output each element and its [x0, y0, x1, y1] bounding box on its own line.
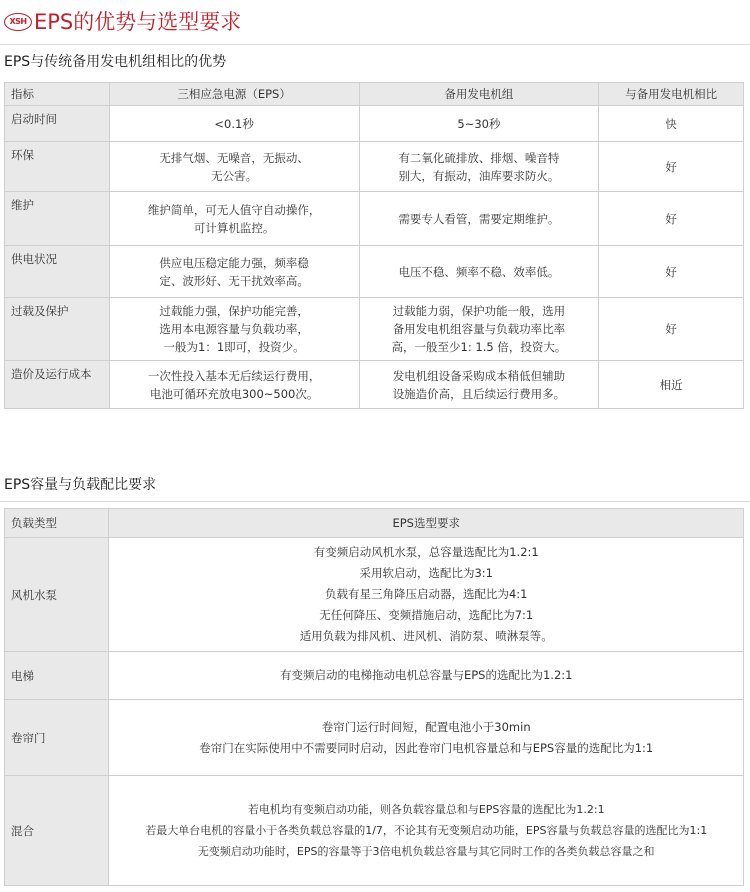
compare-cell: 快	[599, 106, 744, 142]
cell-line: 采用软启动，选配比为3:1	[359, 566, 493, 580]
cell-line: 定、波形好、无干扰效率高。	[159, 273, 309, 288]
cell-line: 5~30秒	[457, 116, 501, 131]
row-label: 混合	[5, 776, 109, 886]
cell-line: 适用负载为排风机、进风机、消防泵、喷淋泵等。	[299, 629, 553, 643]
eps-cell	[109, 298, 359, 361]
table-row	[5, 538, 744, 652]
requirement-cell	[109, 652, 744, 700]
page-header	[0, 8, 750, 38]
compare-cell: 好	[599, 298, 744, 361]
row-label: 供电状况	[5, 246, 110, 298]
cell-line: 电池可循环充放电300~500次。	[149, 386, 319, 401]
eps-cell	[109, 142, 359, 192]
table-header-row	[5, 83, 744, 106]
compare-cell: 好	[599, 246, 744, 298]
col-header-compare: 与备用发电机相比	[599, 83, 744, 106]
row-label: 环保	[5, 142, 110, 192]
cell-line: 可计算机监控。	[193, 220, 275, 235]
cell-line: 有变频启动风机水泵，总容量选配比为1.2:1	[313, 545, 539, 559]
cell-line: 卷帘门在实际使用中不需要同时启动，因此卷帘门电机容量总和与EPS容量的选配比为1:1	[199, 740, 654, 755]
row-label: 过载及保护	[5, 298, 110, 361]
table-row	[5, 192, 744, 246]
brand-logo: XSH	[4, 13, 32, 31]
cell-line: 维护简单，可无人值守自动操作，	[147, 202, 321, 217]
compare-cell: 好	[599, 142, 744, 192]
cell-line: 别大，有振动，油库要求防火。	[398, 168, 560, 183]
row-label: 维护	[5, 192, 110, 246]
table-row	[5, 106, 744, 142]
load-ratio-table	[4, 508, 744, 886]
col-header-eps-requirement: EPS选型要求	[109, 509, 744, 538]
row-label: 电梯	[5, 652, 109, 700]
section2-divider	[0, 501, 750, 502]
row-label: 卷帘门	[5, 700, 109, 776]
generator-cell	[359, 246, 599, 298]
section2-title: EPS容量与负载配比要求	[4, 477, 157, 493]
cell-line: 若最大单台电机的容量小于各类负载总容量的1/7，不论其有无变频启动功能，EPS容量与负载总容量的选配比为1:1	[145, 824, 708, 837]
cell-line: 无排气烟、无噪音，无振动、	[159, 150, 309, 165]
cell-line: 电压不稳、频率不稳、效率低。	[398, 264, 560, 279]
table-row	[5, 652, 744, 700]
page-title: EPS的优势与选型要求	[34, 10, 242, 34]
requirement-cell	[109, 538, 744, 652]
requirement-cell	[109, 700, 744, 776]
generator-cell	[359, 298, 599, 361]
row-label: 启动时间	[5, 106, 110, 142]
cell-line: 选用本电源容量与负载功率，	[159, 322, 309, 336]
compare-cell: 相近	[599, 361, 744, 409]
cell-line: 有变频启动的电梯拖动电机总容量与EPS的选配比为1.2:1	[279, 668, 573, 682]
cell-line: 有二氧化硫排放、排烟、噪音特	[398, 150, 560, 165]
cell-line: 若电机均有变频启动功能，则各负载容量总和与EPS容量的选配比为1.2:1	[247, 803, 605, 816]
generator-cell	[359, 106, 599, 142]
requirement-cell	[109, 776, 744, 886]
row-label: 风机水泵	[5, 538, 109, 652]
cell-line: 负载有星三角降压启动器，选配比为4:1	[324, 587, 528, 601]
title-divider	[0, 44, 750, 45]
table-row	[5, 361, 744, 409]
cell-line: 供应电压稳定能力强，频率稳	[159, 255, 309, 270]
cell-line: 无公害。	[211, 168, 258, 183]
cell-line: 过载能力弱，保护功能一般，选用	[392, 304, 566, 318]
table-header-row	[5, 509, 744, 538]
cell-line: 发电机组设备采购成本稍低但辅助	[392, 368, 566, 383]
cell-line: 需要专人看管，需要定期维护。	[398, 211, 560, 226]
col-header-generator: 备用发电机组	[359, 83, 599, 106]
cell-line: 过载能力强，保护功能完善，	[159, 304, 309, 318]
cell-line: 一般为1：1即可，投资少。	[163, 340, 305, 354]
table-row	[5, 776, 744, 886]
table-row	[5, 142, 744, 192]
cell-line: <0.1秒	[214, 116, 254, 131]
generator-cell	[359, 192, 599, 246]
col-header-eps: 三相应急电源（EPS）	[109, 83, 359, 106]
table-row	[5, 246, 744, 298]
table-row	[5, 700, 744, 776]
generator-cell	[359, 361, 599, 409]
row-label: 造价及运行成本	[5, 361, 110, 409]
eps-cell	[109, 192, 359, 246]
cell-line: 一次性投入基本无后续运行费用，	[147, 368, 321, 383]
eps-cell	[109, 246, 359, 298]
cell-line: 卷帘门运行时间短，配置电池小于30min	[321, 719, 531, 734]
generator-cell	[359, 142, 599, 192]
table-row	[5, 298, 744, 361]
cell-line: 无变频启动功能时，EPS的容量等于3倍电机负载总容量与其它同时工作的各类负载总容量之和	[197, 845, 655, 858]
advantages-table	[4, 82, 744, 409]
eps-cell	[109, 361, 359, 409]
section1-title: EPS与传统备用发电机组相比的优势	[4, 54, 227, 70]
cell-line: 高，一般至少1: 1.5 倍，投资大。	[391, 340, 567, 354]
cell-line: 备用发电机组容量与负载功率比率	[392, 322, 566, 336]
eps-cell	[109, 106, 359, 142]
compare-cell: 好	[599, 192, 744, 246]
cell-line: 设施造价高，且后续运行费用多。	[392, 386, 566, 401]
col-header-metric: 指标	[5, 83, 110, 106]
cell-line: 无任何降压、变频措施启动，选配比为7:1	[319, 608, 534, 622]
col-header-load-type: 负载类型	[5, 509, 109, 538]
